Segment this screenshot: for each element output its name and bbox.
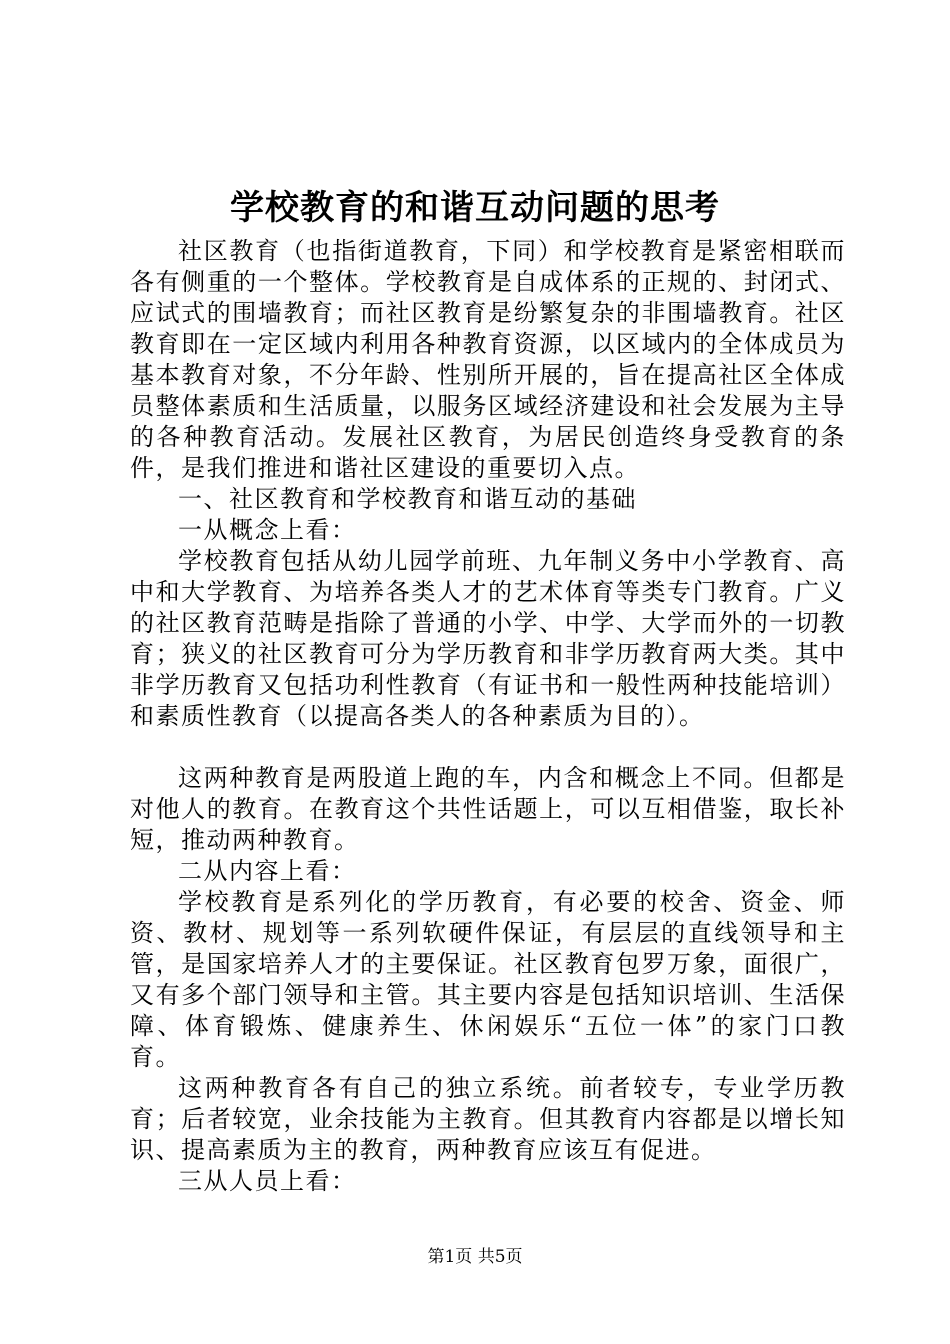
paragraph-concept: 学校教育包括从幼儿园学前班、九年制义务中小学教育、高中和大学教育、为培养各类人才的艺术体育等类专门教育。广义的社区教育范畴是指除了普通的小学、中学、大学而外的一切教育；狭义的社区教育可分为学历教育和非学历教育两大类。其中非学历教育又包括功利性教育（有证书和一般性两种技能培训）和素质性教育（以提高各类人的各种素质为目的）。 (130, 547, 846, 730)
subheading-content: 二从内容上看： (178, 857, 357, 885)
paragraph-content: 学校教育是系列化的学历教育，有必要的校舍、资金、师资、教材、规划等一系列软硬件保证，有层层的直线领导和主管，是国家培养人才的主要保证。社区教育包罗万象，面很广，又有多个部门领导和主管。其主要内容是包括知识培训、生活保障、体育锻炼、健康养生、休闲娱乐“五位一体”的家门口教育。 (130, 888, 846, 1071)
paragraph-content-summary: 这两种教育各有自己的独立系统。前者较专，专业学历教育；后者较宽，业余技能为主教育。但其教育内容都是以增长知识、提高素质为主的教育，两种教育应该互有促进。 (130, 1074, 846, 1164)
subheading-concept: 一从概念上看： (178, 516, 357, 544)
page-number-footer: 第1页 共5页 (427, 1247, 523, 1267)
paragraph-intro: 社区教育（也指街道教育，下同）和学校教育是紧密相联而各有侧重的一个整体。学校教育是自成体系的正规的、封闭式、应试式的围墙教育；而社区教育是纷繁复杂的非围墙教育。社区教育即在一定区域内利用各种教育资源，以区域内的全体成员为基本教育对象，不分年龄、性别所开展的，旨在提高社区全体成员整体素质和生活质量，以服务区域经济建设和社会发展为主导的各种教育活动。发展社区教育，为居民创造终身受教育的条件，是我们推进和谐社区建设的重要切入点。 (130, 237, 846, 482)
subheading-personnel: 三从人员上看： (178, 1167, 357, 1195)
document-body (130, 236, 846, 1197)
paragraph-concept-summary: 这两种教育是两股道上跑的车，内含和概念上不同。但都是对他人的教育。在教育这个共性话题上，可以互相借鉴，取长补短，推动两种教育。 (130, 764, 846, 854)
section-heading-1: 一、社区教育和学校教育和谐互动的基础 (178, 485, 637, 513)
document-title: 学校教育的和谐互动问题的思考 (230, 188, 720, 228)
